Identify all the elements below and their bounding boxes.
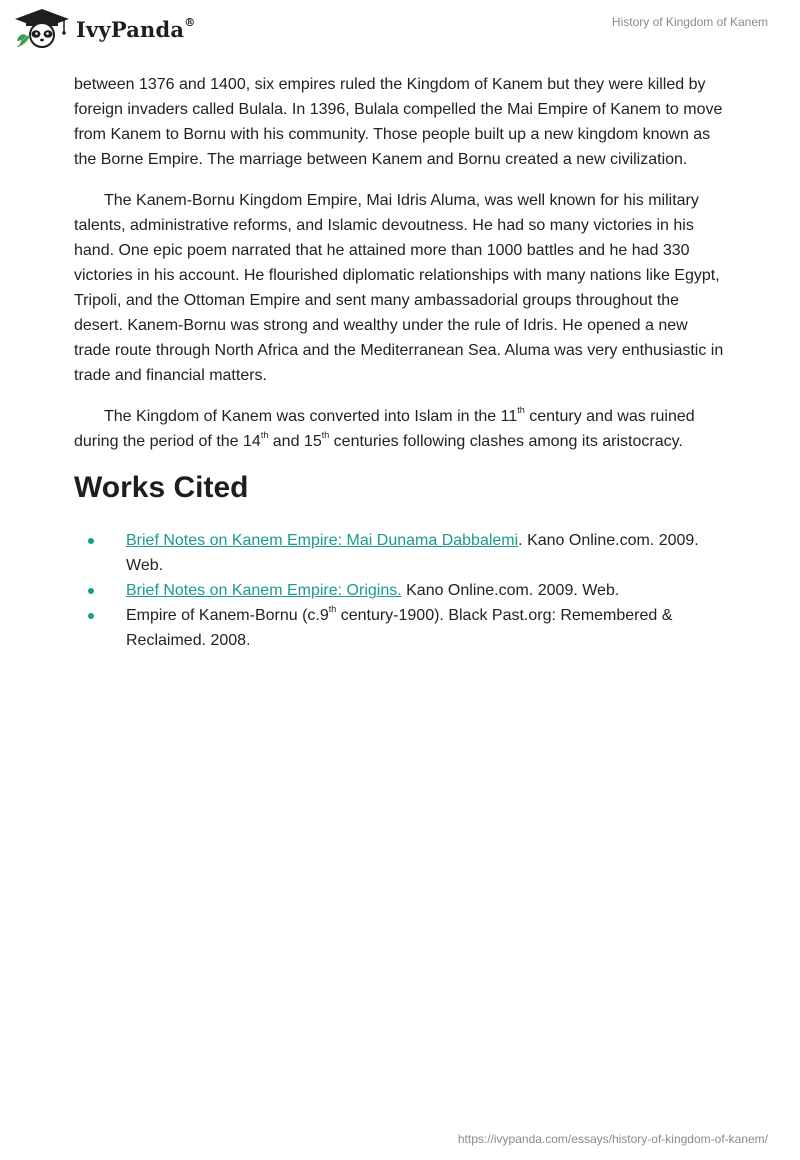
works-cited-list <box>74 528 728 653</box>
page-header <box>0 0 800 60</box>
essay-content <box>74 72 728 653</box>
citation-item: Brief Notes on Kanem Empire: Origins. Kano Online.com. 2009. Web. <box>74 578 728 603</box>
citation-link[interactable]: Brief Notes on Kanem Empire: Mai Dunama Dabbalemi <box>126 532 519 549</box>
document-title: History of Kingdom of Kanem <box>611 15 768 29</box>
paragraph-3: The Kingdom of Kanem was converted into Islam in the 11th century and was ruined during the period of the 14th and 15th centuries following clashes among its aristocracy. <box>74 404 695 450</box>
bullet-icon <box>88 538 94 544</box>
paragraph-1: between 1376 and 1400, six empires ruled the Kingdom of Kanem but they were killed by foreign invaders called Bulala. In 1396, Bulala compelled the Mai Empire of Kanem to move from Kanem to Bornu with his community. Those people built up a new kingdom known as the Borne Empire. The marriage between Kanem and Bornu created a new civilization. <box>74 76 723 168</box>
panda-graduate-icon <box>14 8 70 48</box>
source-url: https://ivypanda.com/essays/history-of-kingdom-of-kanem/ <box>457 1132 768 1146</box>
citation-item: Empire of Kanem-Bornu (c.9th century-1900). Black Past.org: Remembered & Reclaimed. 2008. <box>74 603 728 653</box>
bullet-icon <box>88 613 94 619</box>
works-cited-heading: Works Cited <box>74 471 249 504</box>
citation-link[interactable]: Brief Notes on Kanem Empire: Origins. <box>126 582 402 599</box>
citation-item: Brief Notes on Kanem Empire: Mai Dunama Dabbalemi. Kano Online.com. 2009. Web. <box>74 528 728 578</box>
paragraph-2: The Kanem-Bornu Kingdom Empire, Mai Idris Aluma, was well known for his military talents, administrative reforms, and Islamic devoutness. He had so many victories in his hand. One epic poem narrated that he attained more than 1000 battles and he had 330 victories in his account. He flourished diplomatic relationships with many nations like Egypt, Tripoli, and the Ottoman Empire and sent many ambassadorial groups throughout the desert. Kanem-Bornu was strong and wealthy under the rule of Idris. He opened a new trade route through North Africa and the Mediterranean Sea. Aluma was very enthusiastic in trade and financial matters. <box>74 192 724 384</box>
brand-logo[interactable] <box>14 8 195 48</box>
bullet-icon <box>88 588 94 594</box>
brand-name: IvyPanda® <box>76 15 196 42</box>
